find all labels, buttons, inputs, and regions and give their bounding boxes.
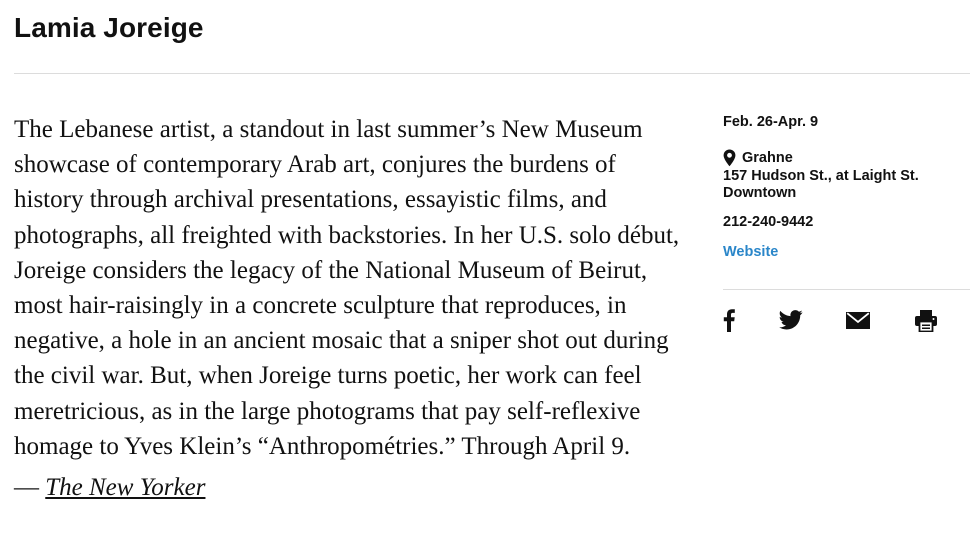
review-line: most hair-raisingly in a concrete sculpture that reproduces, in xyxy=(14,292,627,320)
page-title: Lamia Joreige xyxy=(14,12,204,43)
venue-name-row xyxy=(723,148,970,168)
venue-phone: 212-240-9442 xyxy=(723,214,814,230)
venue-address: 157 Hudson St., at Laight St. xyxy=(723,168,919,184)
review-attribution xyxy=(14,470,205,505)
review-line: meretricious, as in the large photograms that pay self-reflexive xyxy=(14,397,641,425)
share-bar xyxy=(723,308,970,334)
review-line: Joreige considers the legacy of the National Museum of Beirut, xyxy=(14,256,648,284)
attribution-dash: — xyxy=(14,474,46,501)
venue-neighborhood: Downtown xyxy=(723,185,797,201)
review-line: negative, a hole in an ancient mosaic that a sniper shot out during xyxy=(14,327,669,355)
sidebar-divider xyxy=(723,289,970,290)
review-line: homage to Yves Klein’s “Anthropométries.” Through April 9. xyxy=(14,432,631,460)
facebook-icon[interactable] xyxy=(723,308,735,332)
website-link[interactable]: Website xyxy=(723,244,779,260)
review-body xyxy=(14,112,704,464)
title-divider xyxy=(14,73,970,74)
source-link[interactable]: The New Yorker xyxy=(45,474,206,501)
twitter-icon[interactable] xyxy=(779,310,803,330)
review-line: the civil war. But, when Joreige turns poetic, her work can feel xyxy=(14,362,642,390)
venue-block xyxy=(723,148,970,202)
review-line: photographs, all freighted with backstories. In her U.S. solo début, xyxy=(14,221,680,249)
print-icon[interactable] xyxy=(915,310,937,332)
review-line: showcase of contemporary Arab art, conjures the burdens of xyxy=(14,151,616,179)
review-line: The Lebanese artist, a standout in last summer’s New Museum xyxy=(14,116,643,143)
event-dates: Feb. 26-Apr. 9 xyxy=(723,114,819,130)
review-line: history through archival presentations, essayistic films, and xyxy=(14,186,607,214)
map-pin-icon xyxy=(723,149,736,167)
venue-name: Grahne xyxy=(742,150,793,166)
email-icon[interactable] xyxy=(846,312,870,329)
